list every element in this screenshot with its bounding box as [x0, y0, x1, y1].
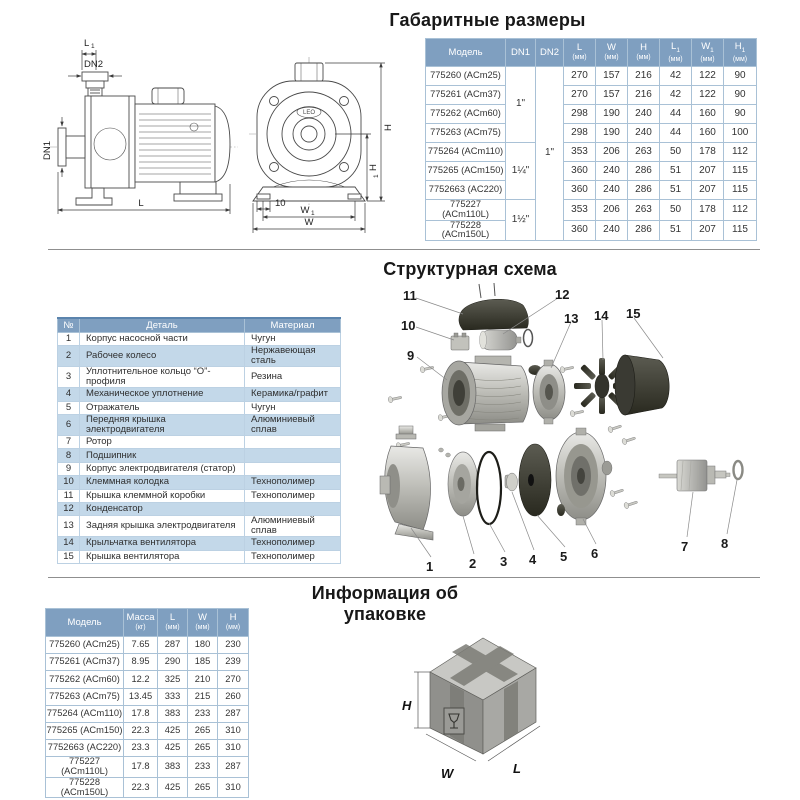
dim-table-row [426, 181, 757, 200]
dim-value-cell: 115 [724, 181, 757, 200]
dim-model-cell: 775265 (ACm150) [426, 162, 506, 181]
pack-value-cell: 17.8 [124, 757, 158, 778]
pack-table-row [46, 671, 249, 688]
pack-col-title: Масса [126, 612, 155, 624]
pack-value-cell: 333 [158, 688, 188, 705]
dim-value-cell: 353 [564, 200, 596, 221]
pack-table-row [46, 777, 249, 798]
dim-label-l1: L [84, 38, 90, 49]
parts-number-cell: 9 [58, 462, 80, 475]
dim-value-cell: 51 [660, 220, 692, 241]
dim-value-cell: 42 [660, 67, 692, 86]
pack-value-cell: 310 [218, 740, 249, 757]
pack-value-cell: 215 [188, 688, 218, 705]
dim-value-cell: 50 [660, 200, 692, 221]
part-label-13: 13 [564, 311, 579, 326]
parts-material-cell: Нержавеющая сталь [245, 346, 341, 367]
pack-col-unit: (мм) [225, 624, 241, 632]
parts-number-cell: 11 [58, 489, 80, 502]
dim-dn1-cell: 1" [506, 67, 536, 143]
dim-value-cell: 190 [596, 124, 628, 143]
dim-value-cell: 44 [660, 124, 692, 143]
pack-col-unit: (мм) [165, 624, 180, 632]
pack-value-cell: 287 [218, 757, 249, 778]
part-label-15: 15 [626, 306, 641, 321]
dim-label-10: 10 [275, 198, 286, 209]
parts-detail-cell: Крышка клеммной коробки [80, 489, 245, 502]
part-mechanical-seal [505, 473, 518, 491]
pack-value-cell: 265 [188, 740, 218, 757]
pack-model-cell: 775260 (ACm25) [46, 637, 124, 654]
dim-col-header-l [564, 39, 596, 67]
parts-number-cell: 7 [58, 435, 80, 448]
parts-number-cell: 2 [58, 346, 80, 367]
brand-logo-text: LEO [302, 110, 316, 116]
dim-label-dn1: DN1 [42, 140, 53, 160]
part-label-8: 8 [721, 536, 729, 551]
dim-model-cell: 775262 (ACm60) [426, 105, 506, 124]
parts-material-cell: Технополимер [245, 476, 341, 489]
parts-number-cell: 3 [58, 367, 80, 388]
part-label-3: 3 [500, 554, 508, 569]
parts-number-cell: 8 [58, 449, 80, 462]
pack-value-cell: 17.8 [124, 705, 158, 722]
parts-detail-cell: Крышка вентилятора [80, 550, 245, 563]
part-terminal-block [451, 333, 469, 350]
dim-value-cell: 298 [564, 124, 596, 143]
part-label-6: 6 [591, 546, 599, 561]
parts-detail-cell: Уплотнительное кольцо “О”- профиля [80, 367, 245, 388]
parts-col-header: Деталь [80, 318, 245, 333]
part-label-12: 12 [555, 287, 570, 302]
dim-table-row [426, 105, 757, 124]
parts-table-row [58, 367, 341, 388]
parts-table-row [58, 502, 341, 515]
part-label-2: 2 [469, 556, 477, 571]
dim-value-cell: 115 [724, 220, 757, 241]
dim-label-l1-sub: 1 [91, 43, 95, 50]
dim-value-cell: 360 [564, 181, 596, 200]
dim-dn2-cell: 1" [536, 67, 564, 241]
dim-col-header-w [596, 39, 628, 67]
pack-value-cell: 310 [218, 722, 249, 739]
pack-col-title: H [229, 612, 237, 624]
parts-table-row [58, 333, 341, 346]
parts-material-cell: Технополимер [245, 489, 341, 502]
part-label-4: 4 [529, 552, 537, 567]
pump-front-view-drawing [245, 55, 405, 240]
pack-value-cell: 290 [158, 654, 188, 671]
dim-col-header-h1 [724, 39, 757, 67]
parts-table [57, 317, 341, 564]
part-small-nut [557, 504, 565, 516]
parts-number-cell: 14 [58, 537, 80, 550]
part-label-1: 1 [426, 559, 434, 574]
pack-col-title: L [169, 612, 176, 624]
dim-col-letter: H [640, 42, 647, 54]
dim-col-unit: (мм) [732, 55, 748, 63]
part-terminal-box-cover [459, 283, 528, 330]
dim-value-cell: 190 [596, 105, 628, 124]
dim-col-letter: L [576, 42, 583, 54]
section-title-packaging: Информация об упаковке [311, 583, 459, 624]
dim-value-cell: 240 [628, 105, 660, 124]
pack-value-cell: 265 [188, 722, 218, 739]
dim-label-dn2: DN2 [84, 59, 104, 70]
parts-detail-cell: Механическое уплотнение [80, 388, 245, 401]
packaging-box-drawing [388, 622, 563, 797]
part-fan-cover [615, 355, 669, 415]
dim-value-cell: 263 [628, 143, 660, 162]
dim-value-cell: 90 [724, 105, 757, 124]
dim-col-unit: (мм) [572, 54, 587, 62]
pack-value-cell: 8.95 [124, 654, 158, 671]
pack-model-cell: 775261 (ACm37) [46, 654, 124, 671]
pack-value-cell: 260 [218, 688, 249, 705]
parts-detail-cell: Крыльчатка вентилятора [80, 537, 245, 550]
pack-value-cell: 13.45 [124, 688, 158, 705]
dim-value-cell: 112 [724, 200, 757, 221]
dim-value-cell: 122 [692, 86, 724, 105]
dim-label-w: W [304, 217, 314, 228]
dim-value-cell: 51 [660, 162, 692, 181]
parts-material-cell [245, 462, 341, 475]
dim-col-letter: $W_1$ [701, 40, 714, 54]
pack-value-cell: 425 [158, 740, 188, 757]
dim-col-header-l1 [660, 39, 692, 67]
dim-value-cell: 360 [564, 162, 596, 181]
dim-table-row [426, 67, 757, 86]
dim-value-cell: 286 [628, 162, 660, 181]
dim-col-header-dn1: DN1 [506, 39, 536, 67]
parts-number-cell: 10 [58, 476, 80, 489]
dim-dn1-cell: 1½" [506, 200, 536, 241]
pack-col-header [158, 609, 188, 637]
dim-value-cell: 240 [596, 181, 628, 200]
dim-value-cell: 206 [596, 200, 628, 221]
dim-value-cell: 122 [692, 67, 724, 86]
dim-value-cell: 353 [564, 143, 596, 162]
parts-table-row [58, 516, 341, 537]
dim-col-header-dn2: DN2 [536, 39, 564, 67]
parts-detail-cell: Ротор [80, 435, 245, 448]
pump-side-view-drawing [42, 32, 247, 232]
box-dim-w: W [441, 766, 454, 781]
dim-value-cell: 240 [596, 162, 628, 181]
pack-col-unit: (кг) [135, 624, 146, 632]
pack-model-cell: 775227 (ACm110L) [46, 757, 124, 778]
dim-col-letter: $H_1$ [734, 40, 746, 54]
dim-value-cell: 270 [564, 86, 596, 105]
part-label-10: 10 [401, 318, 416, 333]
dim-value-cell: 160 [692, 105, 724, 124]
dim-col-header-h [628, 39, 660, 67]
dimensions-table [425, 38, 757, 241]
parts-number-cell: 15 [58, 550, 80, 563]
parts-col-header: № [58, 318, 80, 333]
dim-value-cell: 298 [564, 105, 596, 124]
part-number-labels [401, 287, 728, 574]
pack-value-cell: 233 [188, 757, 218, 778]
parts-material-cell: Резина [245, 367, 341, 388]
dim-value-cell: 240 [596, 220, 628, 241]
section-divider [48, 577, 760, 578]
pack-value-cell: 23.3 [124, 740, 158, 757]
dim-value-cell: 360 [564, 220, 596, 241]
dim-table-row [426, 220, 757, 241]
dim-col-unit: (мм) [604, 54, 619, 62]
pack-value-cell: 7.65 [124, 637, 158, 654]
pack-value-cell: 287 [218, 705, 249, 722]
pack-value-cell: 210 [188, 671, 218, 688]
parts-table-row [58, 489, 341, 502]
dim-value-cell: 286 [628, 220, 660, 241]
dim-value-cell: 207 [692, 162, 724, 181]
dim-value-cell: 240 [628, 124, 660, 143]
dim-value-cell: 42 [660, 86, 692, 105]
parts-number-cell: 13 [58, 516, 80, 537]
dim-label-l: L [138, 198, 144, 209]
dim-col-unit: (мм) [668, 55, 683, 63]
part-motor-housing [442, 356, 529, 431]
dim-value-cell: 44 [660, 105, 692, 124]
parts-material-cell: Технополимер [245, 537, 341, 550]
exploded-view-diagram [375, 278, 795, 578]
dim-model-cell: 775228 (ACm150L) [426, 220, 506, 241]
pack-table-row [46, 757, 249, 778]
parts-material-cell: Алюминиевый сплав [245, 516, 341, 537]
pack-value-cell: 180 [188, 637, 218, 654]
parts-detail-cell: Корпус электродвигателя (статор) [80, 462, 245, 475]
pack-table-row [46, 722, 249, 739]
dim-label-w1: W [300, 205, 310, 216]
dim-value-cell: 115 [724, 162, 757, 181]
parts-detail-cell: Подшипник [80, 449, 245, 462]
dim-table-row [426, 200, 757, 221]
part-impeller [448, 452, 478, 516]
pack-col-header [218, 609, 249, 637]
dim-value-cell: 263 [628, 200, 660, 221]
pack-table-row [46, 688, 249, 705]
parts-detail-cell: Клеммная колодка [80, 476, 245, 489]
parts-table-header [58, 318, 341, 333]
dim-table-row [426, 162, 757, 181]
dim-col-header-model: Модель [426, 39, 506, 67]
pack-value-cell: 270 [218, 671, 249, 688]
dim-col-header-w1 [692, 39, 724, 67]
dim-value-cell: 207 [692, 181, 724, 200]
dim-table-row [426, 86, 757, 105]
pack-col-header [46, 609, 124, 637]
pack-model-cell: 7752663 (AC220) [46, 740, 124, 757]
pack-table-row [46, 637, 249, 654]
pack-table-row [46, 740, 249, 757]
dim-value-cell: 51 [660, 181, 692, 200]
dim-col-letter: $L_1$ [671, 40, 680, 54]
parts-number-cell: 1 [58, 333, 80, 346]
packaging-table [45, 608, 249, 798]
parts-material-cell: Технополимер [245, 550, 341, 563]
parts-number-cell: 12 [58, 502, 80, 515]
fragile-glass-icon [444, 708, 464, 734]
part-deflector [519, 444, 551, 516]
parts-material-cell: Чугун [245, 401, 341, 414]
parts-col-header: Материал [245, 318, 341, 333]
dim-value-cell: 178 [692, 200, 724, 221]
pack-value-cell: 287 [158, 637, 188, 654]
parts-detail-cell: Отражатель [80, 401, 245, 414]
section-title-structure: Структурная схема [383, 259, 557, 279]
part-capacitor [480, 330, 533, 351]
dim-table-row [426, 124, 757, 143]
dim-value-cell: 216 [628, 67, 660, 86]
pack-value-cell: 265 [188, 777, 218, 798]
pack-value-cell: 425 [158, 777, 188, 798]
dim-value-cell: 157 [596, 86, 628, 105]
pack-model-cell: 775264 (ACm110) [46, 705, 124, 722]
dim-value-cell: 50 [660, 143, 692, 162]
dim-model-cell: 775261 (ACm37) [426, 86, 506, 105]
dim-label-h: H [383, 124, 394, 131]
part-bearing [734, 461, 743, 479]
part-label-5: 5 [560, 549, 568, 564]
pack-col-header [124, 609, 158, 637]
dim-label-w1-sub: 1 [311, 210, 315, 217]
part-rotor [659, 460, 730, 491]
parts-detail-cell: Рабочее колесо [80, 346, 245, 367]
pack-value-cell: 310 [218, 777, 249, 798]
parts-material-cell: Алюминиевый сплав [245, 415, 341, 436]
parts-number-cell: 5 [58, 401, 80, 414]
pack-table-row [46, 705, 249, 722]
box-dim-h: H [402, 698, 412, 713]
parts-table-row [58, 537, 341, 550]
pack-value-cell: 383 [158, 757, 188, 778]
pack-value-cell: 425 [158, 722, 188, 739]
pack-model-cell: 775228 (ACm150L) [46, 777, 124, 798]
pack-model-cell: 775265 (ACm150) [46, 722, 124, 739]
dim-value-cell: 90 [724, 86, 757, 105]
parts-table-row [58, 476, 341, 489]
parts-table-row [58, 550, 341, 563]
pack-value-cell: 12.2 [124, 671, 158, 688]
packaging-table-header [46, 609, 249, 637]
parts-table-row [58, 462, 341, 475]
dim-value-cell: 160 [692, 124, 724, 143]
section-title-dimensions: Габаритные размеры [389, 10, 586, 30]
dim-label-h1-sub: 1 [373, 174, 380, 178]
dim-col-unit: (мм) [700, 55, 715, 63]
parts-number-cell: 4 [58, 388, 80, 401]
dim-dn1-cell: 1¼" [506, 143, 536, 200]
parts-detail-cell: Корпус насосной части [80, 333, 245, 346]
dim-model-cell: 775260 (ACm25) [426, 67, 506, 86]
pack-table-row [46, 654, 249, 671]
parts-table-row [58, 435, 341, 448]
dimensions-table-header [426, 39, 757, 67]
parts-table-row [58, 401, 341, 414]
dim-value-cell: 216 [628, 86, 660, 105]
pack-col-unit: (мм) [195, 624, 210, 632]
part-o-ring [477, 452, 501, 524]
box-dim-l: L [513, 761, 521, 776]
pack-col-header [188, 609, 218, 637]
parts-table-row [58, 415, 341, 436]
dim-model-cell: 775227 (ACm110L) [426, 200, 506, 221]
part-label-11: 11 [403, 288, 417, 303]
pack-value-cell: 22.3 [124, 777, 158, 798]
dim-value-cell: 157 [596, 67, 628, 86]
dim-value-cell: 112 [724, 143, 757, 162]
dim-value-cell: 207 [692, 220, 724, 241]
dim-model-cell: 7752663 (AC220) [426, 181, 506, 200]
parts-table-row [58, 346, 341, 367]
parts-table-row [58, 388, 341, 401]
pack-col-title: Модель [67, 616, 102, 628]
pack-value-cell: 325 [158, 671, 188, 688]
pack-model-cell: 775263 (ACm75) [46, 688, 124, 705]
parts-detail-cell: Передняя крышка электродвигателя [80, 415, 245, 436]
parts-material-cell: Керамика/графит [245, 388, 341, 401]
section-divider [48, 249, 760, 250]
dim-value-cell: 178 [692, 143, 724, 162]
dim-value-cell: 286 [628, 181, 660, 200]
dim-col-unit: (мм) [636, 54, 651, 62]
parts-material-cell [245, 435, 341, 448]
part-label-14: 14 [594, 308, 609, 323]
part-label-9: 9 [407, 348, 415, 363]
pack-model-cell: 775262 (ACm60) [46, 671, 124, 688]
dim-model-cell: 775263 (ACm75) [426, 124, 506, 143]
parts-detail-cell: Конденсатор [80, 502, 245, 515]
pack-value-cell: 239 [218, 654, 249, 671]
parts-detail-cell: Задняя крышка электродвигателя [80, 516, 245, 537]
dim-value-cell: 270 [564, 67, 596, 86]
parts-material-cell [245, 502, 341, 515]
dim-label-h1: H [368, 164, 379, 171]
dim-value-cell: 90 [724, 67, 757, 86]
pack-value-cell: 383 [158, 705, 188, 722]
parts-table-row [58, 449, 341, 462]
dim-table-row [426, 143, 757, 162]
pack-col-title: W [198, 612, 207, 624]
pack-value-cell: 22.3 [124, 722, 158, 739]
dim-col-letter: W [607, 42, 616, 54]
dim-value-cell: 206 [596, 143, 628, 162]
parts-number-cell: 6 [58, 415, 80, 436]
dim-value-cell: 100 [724, 124, 757, 143]
parts-material-cell: Чугун [245, 333, 341, 346]
pack-value-cell: 185 [188, 654, 218, 671]
parts-material-cell [245, 449, 341, 462]
dim-model-cell: 775264 (ACm110) [426, 143, 506, 162]
part-label-7: 7 [681, 539, 689, 554]
pack-value-cell: 230 [218, 637, 249, 654]
pack-value-cell: 233 [188, 705, 218, 722]
